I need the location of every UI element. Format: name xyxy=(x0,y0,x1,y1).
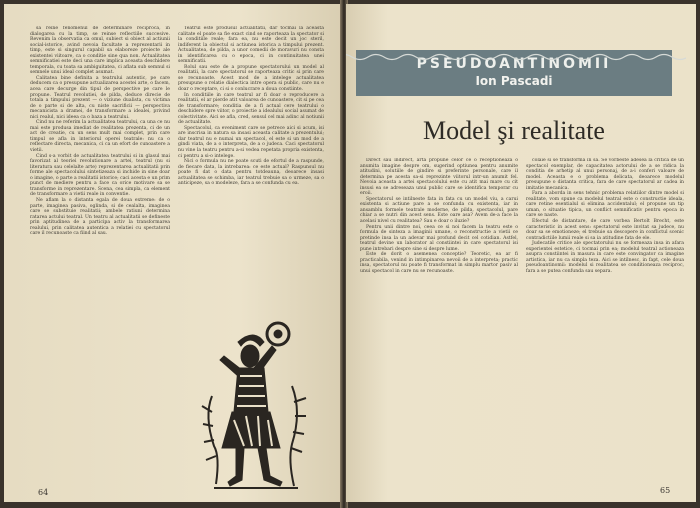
page-number: 64 xyxy=(38,488,49,497)
paragraph: In conditiile in care teatrul ar fi doar o reproducere a realitatii, el ar pierde atit valoarea de cunoastere, cit si pe cea de transformare; conditia de a fi actual cere teatrului o deschidere spre viitor, o proiectie a idealului social asumat de colectivitate. Aici se afla, cred, sensul cel mai adinc al notiunii de actualitate. xyxy=(178,92,324,126)
right-page-column-2 xyxy=(526,158,684,476)
paragraph: Judecatile critice ale spectatorului nu se formeaza insa in afara experientei estetice, ci tocmai prin ea; modelul teatral actioneaza asupra constiintei in masura in care este convingator ca imagine artistica, iar nu ca simpla teza. Aici se intilnesc, in fapt, cele doua pseudoantinomii: modelul si realitatea se conditioneaza reciproc, fara a se putea confunda sau separa. xyxy=(526,241,684,274)
paragraph: Este de dorit o asemenea conceptie? Teoretic, ea ar fi practicabila, venind in intimpinarea nevoii de a interpreta; practic insa, spectatorul nu poate fi transformat in simplu martor pasiv al unui spectacol in care nu se recunoaste. xyxy=(360,252,518,274)
paragraph: Spectacolul, ca eveniment care se petrece aici si acum, isi are inscrisa in natura sa insasi aceasta calitate a prezentului; dar teatrul nu e numai un spectacol, el este si un mod de a gindi viata, de a o interpreta, de a o judeca. Caci spectatorul nu vine la teatru pentru a-si vedea repetata propria existenta, ci pentru a si-o intelege. xyxy=(178,125,324,159)
paragraph: Teatrul este produsul actualitatii, dar tocmai la aceasta calitate el poate sa fie exact cind se raporteaza la spectator si la conditiile reale; fara ea, nu este decit un joc steril, indiferent la obiectul si actiunea istorica a timpului prezent. Actualitatea, de pilda, a unor comedii de moravuri nu consta in identificarea cu o epoca, ci in continuitatea unei semnificatii. xyxy=(178,26,324,65)
paragraph: Efectul de distantare, de care vorbea Bertolt Brecht, este caracteristic in acest sens: spectatorul este invitat sa judece, nu doar sa se emotioneze; el trebuie sa descopere in conflictul scenic contradictiile lumii reale si sa ia atitudine fata de ele. xyxy=(526,219,684,241)
paragraph: colaie si se transforma in sa. Se vorbeste adesea la critica de un spectacol exemplar, de capacitatea actorului de a se ridica la conditia de arhetip al unui personaj, de a-i conferi valoare de model. Aceasta e o problema delicata, deoarece modelul presupune o distanta critica, fara de care spectatorul ar cadea in imitatie mecanica. xyxy=(526,158,684,191)
paragraph: Cind nu ne referim la actualitatea teatrului, ca una ce nu mai este produsa imediat de realitatea prezenta, ci de un act de creatie, cu un sens mult mai complet, prin care timpul se afla in interiorul operei teatrale: nu ca o reflectare directa, mecanica, ci ca un efort de cunoastere a vietii. xyxy=(30,120,170,154)
article-author: Ion Pascadi xyxy=(475,74,553,88)
left-page xyxy=(4,4,342,502)
article-title: Model şi realitate xyxy=(423,116,605,145)
right-page-column-1 xyxy=(360,158,518,488)
decorative-wave-rule xyxy=(346,52,686,62)
paragraph: Ne aflam la o distanta egala de doua extreme: de o parte, imaginea pasiva, oglinda, si de cealalta, imaginea care se substituie realitatii; ambele ratiuni determina ratarea actului teatral. Un teatru al actualitatii se defineste prin aptitudinea de a participa activ la transformarea realului, prin calitatea autentica a relatiei cu spectatorul care il recunoaste ca fiind al sau. xyxy=(30,197,170,237)
woodcut-figure-illustration xyxy=(194,316,314,492)
rubric-title: PSEUDOANTINOMII xyxy=(416,56,612,72)
paragraph: Pentru unii dintre noi, ceea ce si noi facem la teatru este o formula de sinteza a imaginii umane, o reconstructie a vietii ce pretinde insa la un adevar mai profund decit cel cotidian. Astfel, teatrul devine un laborator al constiintei in care spectatorul isi pune intrebari despre sine si despre lume. xyxy=(360,224,518,252)
paragraph: Fara a aborda in sens tehnic problema relatiilor dintre model si realitate, vom spune ca modelul teatral este o constructie ideala, care retine esentialul si elimina accidentalul; el propune un tip uman, o situatie tipica, un conflict semnificativ pentru epoca in care se naste. xyxy=(526,191,684,219)
paragraph: Rolul sau este de a propune spectatorului un model al realitatii, la care spectatorul se raporteaza critic si prin care se recunoaste. Acest mod de a intelege actualitatea presupune o relatie dialectica intre opera si public, care nu e doar o receptare, ci si o conlucrare a doua constiinte. xyxy=(178,64,324,93)
paragraph: sa reine fenomenul de determinare reciproca, in dialogarea cu la timp, se reinse reflectiile succesive. Revenim la observatia ca omul, subiect si obiect al actiunii social-istorice, avind nevoia facultate a reprezentarii in timp, este si singurul capabil sa elaboreze proiecte ale existentei viitoare, ca o conditie sine qua non. Actualitatea semnificatiei este deci una care implica aceasta deschidere temporala, cu toata sa ambiguitatea, ci aflata sub semnul si semnele unui ideal complet asumat. xyxy=(30,26,170,76)
paragraph: Direct sau indirect, arta propune celor ce o receptioneaza o anumita imagine despre om, sugerind optiunea pentru anumite atitudini, solutiile de gindire si preferinte personale, care il determina pe acesta sa-si reprezinte viitorul intr-un anumit fel. Nevoia aceasta a artei spectacolului este cu atit mai mare cu cit insusi ea se adreseaza unui public care se identifica temporar cu eroii. xyxy=(360,158,518,197)
page-number: 65 xyxy=(660,486,671,495)
right-page xyxy=(346,4,696,502)
paragraph: Cind s-a vorbit de actualitatea teatrului si in glasul mai favorizat al teoriei revolutionare a artei, teatrul (nu si literatura sau celelalte arte) reprezentarea actualitatii prin forme ale spectacolului sintetizeaza si inchide in sine doar o imagine, o parte a realitatii istorice; caci acesta e un prim punct de mediere pentru a face ca orice motivare sa se transforme in reprezentare. Scena, cea simpla, ca element de transformare a vietii reale in conventie. xyxy=(30,153,170,198)
left-page-column-1 xyxy=(30,26,170,481)
paragraph: Nici o formula nu ne poate scuti de efortul de a raspunde, de fiecare data, la intrebarea: ce este actual? Raspunsul nu poate fi dat o data pentru totdeauna, deoarece insasi actualitatea se schimba, iar teatrul trebuie sa o urmeze, sa o anticipeze, sa o modeleze, fara a se confunda cu ea. xyxy=(178,159,324,187)
paragraph: Calitatea bine definita a teatrului autentic, pe care deducem ca o presupune actualizarea acestei arte, o facem, acea care decurge din tipul de perspective pe care le propune. Teatrul revolutiei, de pilda, deduce direcie de totala a timpului prezent — o viziune dualista, cu victima de o parte si de alta, cu niste sacrificii — perspectiva mecanicista a dramei, de transformare a idealei, privind nici realul, nici ideea ca o baza a teatrului. xyxy=(30,75,170,120)
paragraph: Spectatorul se intilneste fata in fata cu un model viu, a carui existenta si actiune pare a se confunda cu existenta, iar in ansamblu formele teatrale moderne, de pilda, spectacolul, pare chiar a se nutri din acest sens. Este oare asa? Avem de-a face la acelasi nivel cu realitatea? Sau e doar o iluzie? xyxy=(360,196,518,225)
left-page-column-2 xyxy=(178,26,324,316)
